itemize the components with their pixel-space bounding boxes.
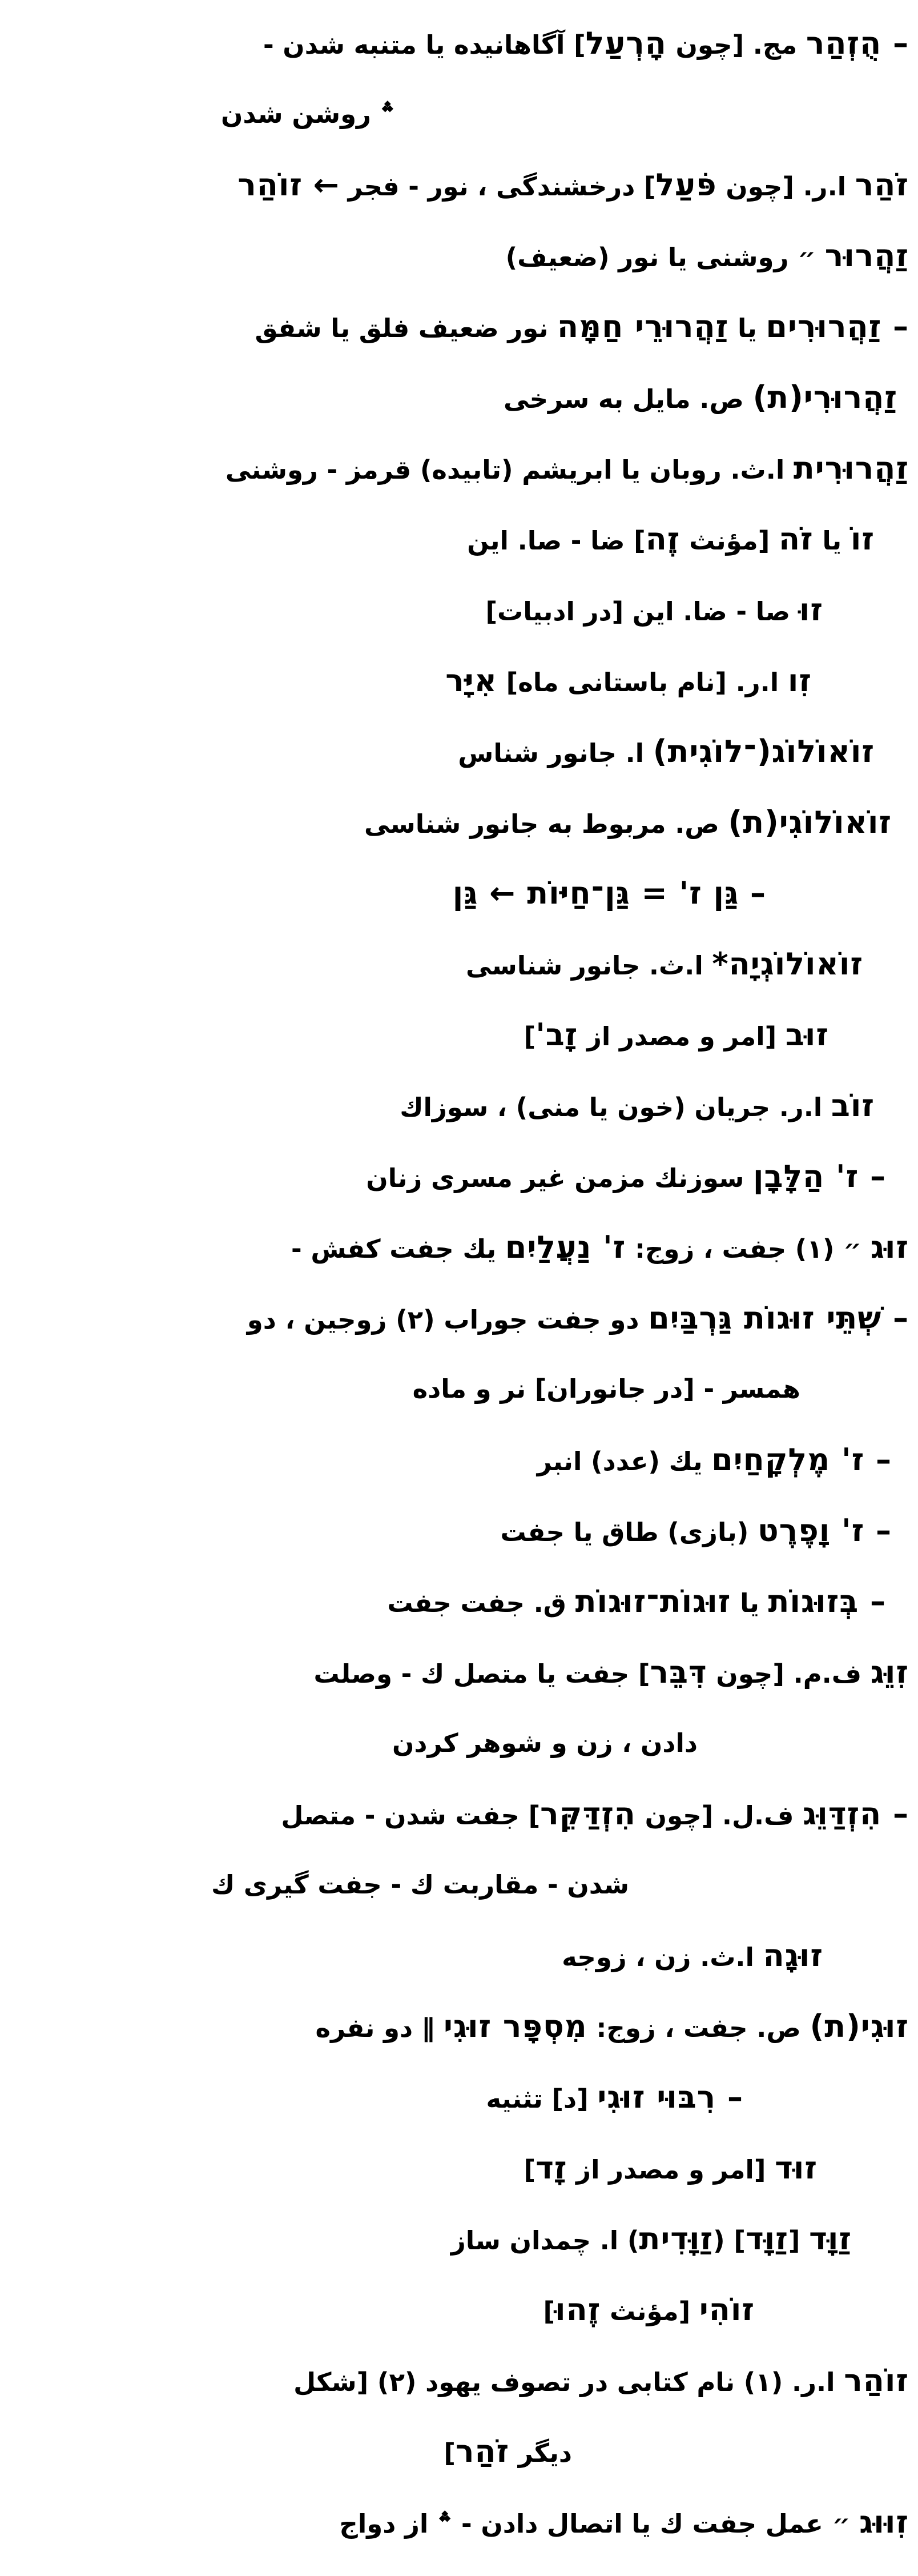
hebrew-text: זוּב [785,1017,829,1053]
persian-text: ف.ل. [چون [635,1800,803,1831]
dictionary-line [0,8,918,79]
persian-text: ا. جانور شناس [458,738,653,768]
dictionary-line [0,1425,918,1495]
hebrew-text: זָב' [536,1017,578,1053]
dictionary-line [0,929,918,1000]
hebrew-text: פֹּעַל [655,167,717,203]
hebrew-text: אִיָּר [445,663,497,699]
hebrew-text: זוֹב [831,1088,875,1124]
hebrew-text: זַהֲרוּרִית [793,450,909,486]
persian-text: مج. [چون [666,30,806,60]
persian-text: ] ضا - صا. این [467,525,646,556]
persian-text: ∥ دو نفره [315,2013,444,2043]
persian-text: ؞ روشن شدن [221,99,395,129]
hebrew-text: – הִזְדַּוֵּג [803,1796,909,1832]
persian-text: ] [524,1021,536,1052]
hebrew-text: זַוָּדִית [639,2221,714,2257]
hebrew-text: – רִבּוּי זוּגִי [597,2079,743,2115]
dictionary-line [0,2345,918,2416]
dictionary-line [0,2487,918,2558]
dictionary-line [0,787,918,858]
dictionary-line [0,1920,918,1991]
persian-text: همسر - [در جانوران] نر و ماده [412,1374,800,1404]
persian-text: [امر و مصدر از [567,2154,775,2185]
persian-text: ״ عمل جفت ك یا اتصال دادن - ؞ از دواج [339,2509,860,2539]
hebrew-text: זוּגָה [763,1937,823,1973]
dictionary-line [0,858,918,929]
persian-text: [مؤنث [601,2296,699,2326]
persian-text: ״ روشنی یا نور (ضعیف) [505,242,825,272]
hebrew-text: – הֻזְהַר [806,25,909,61]
persian-text: شدن - مقاربت ك - جفت گیری ك [211,1869,629,1900]
hebrew-text: זִוּוּג [859,2504,909,2540]
dictionary-line [0,1566,918,1637]
dictionary-line [0,1991,918,2062]
dictionary-line [0,1637,918,1708]
hebrew-text: זַוָּד [809,2221,852,2257]
persian-text: ا.ر. [نام باستانی ماه] [497,667,788,697]
hebrew-text: זֶה [645,521,681,557]
hebrew-text: – זַהֲרוּרִים [766,308,909,344]
hebrew-text: – בְּזוּגוֹת [768,1583,886,1619]
persian-text: ص. جفت ، زوج: [587,2013,810,2043]
hebrew-text: זַהֲרוּרִי(ת) [752,379,897,415]
dictionary-line [0,1708,918,1779]
persian-text: ] آگاهانیده یا متنبه شدن - [263,30,586,60]
persian-text: ا.ث. جانور شناسی [465,950,712,981]
dictionary-line [0,504,918,575]
hebrew-text: זֹהַר [855,167,909,203]
persian-text: دادن ، زن و شوهر كردن [392,1728,698,1758]
dictionary-line [0,2133,918,2204]
persian-text: ] جفت یا متصل ك - وصلت [313,1659,650,1689]
hebrew-text: זַהֲרוּר [824,238,909,274]
dictionary-line [0,2274,918,2345]
hebrew-text: זוּג [870,1229,909,1265]
persian-text: یا [731,1588,768,1618]
dictionary-line [0,1354,918,1425]
persian-text: [امر و مصدر از [578,1021,786,1052]
dictionary-line [0,150,918,220]
dictionary-line [0,1000,918,1070]
persian-text: ] [543,2296,555,2326]
persian-text: ص. مایل به سرخی [504,384,753,414]
hebrew-text: זִוֵּג [870,1654,909,1690]
dictionary-line [0,716,918,787]
persian-text: ص. مربوط به جانور شناسی [364,809,728,839]
hebrew-text: – ז' וָפֶרֶט [758,1512,892,1548]
hebrew-text: זוֹאוֹלוֹגִי(ת) [728,804,892,840]
persian-text: صا - ضا. این [در ادبیات] [485,596,799,627]
persian-text: یا [813,525,851,556]
dictionary-line [0,291,918,362]
persian-text: سوزنك مزمن غیر مسری زنان [366,1163,753,1193]
hebrew-text: זוֹהַר [844,2362,909,2398]
dictionary-line [0,220,918,291]
dictionary-line [0,645,918,716]
persian-text: دو جفت جوراب (۲) زوجین ، دو [247,1305,649,1335]
hebrew-text: זוֹ [850,521,875,557]
dictionary-line [0,1849,918,1920]
persian-text: یا [728,313,766,343]
hebrew-text: דִּבֵּר [650,1654,707,1690]
dictionary-line [0,2204,918,2274]
hebrew-text: זַהֲרוּרֵי חַמָּה [557,308,729,344]
hebrew-text: – גַּן ז' = גַּן־חַיּוֹת ← גַּן [452,875,766,911]
hebrew-text: זָד [536,2150,567,2186]
persian-text: ] درخشندگی ، نور - فجر [339,171,656,202]
hebrew-text: זִו [787,663,812,699]
persian-text: دیگر [509,2438,572,2468]
dictionary-line [0,1070,918,1141]
hebrew-text: הָרְעַל [585,25,667,61]
dictionary-line [0,1141,918,1212]
hebrew-text: זוֹאוֹלוֹגְיָה* [712,946,863,982]
hebrew-text: זוּגִי(ת) [810,2008,909,2044]
hebrew-text: זֹהַר [455,2433,510,2469]
hebrew-text: זֹה [778,521,814,557]
persian-text: ] جفت شدن - متصل [281,1800,541,1831]
hebrew-text: זוֹאוֹלוֹג(־לוֹגִית) [653,733,875,769]
dictionary-line [0,1779,918,1849]
persian-text: ) ا. چمدان ساز [450,2225,639,2256]
hebrew-text: הִזְדַּקֵּר [540,1796,636,1832]
dictionary-line [0,575,918,645]
persian-text: ] [444,2438,456,2468]
hebrew-text: זוֹהִי [699,2292,755,2328]
hebrew-text: זוּגוֹת־זוּגוֹת [575,1583,731,1619]
persian-text: (بازی) طاق یا جفت [500,1517,758,1547]
persian-text: ] ( [713,2225,746,2256]
hebrew-text: – ז' מֶלְקָחַיִם [711,1442,892,1478]
dictionary-line [0,1495,918,1566]
dictionary-line [0,1212,918,1283]
persian-text: ״ (۱) جفت ، زوج: [626,1234,871,1264]
hebrew-text: זוּ [799,592,823,628]
hebrew-text: ז' נַעֲלַיִם [505,1229,626,1265]
persian-text: ا.ث. روبان یا ابریشم (تابیده) قرمز - روشنی [225,455,794,485]
dictionary-line [0,1283,918,1354]
hebrew-text: זֶהוּ [555,2292,601,2328]
dictionary-line [0,362,918,433]
persian-text: ا.ر. [چون [716,171,855,202]
hebrew-text: – שְׁתֵּי זוּגוֹת גַּרְבַּיִם [648,1300,909,1336]
hebrew-text: ← זוֹהַר [237,167,340,203]
persian-text: یك (عدد) انبر [537,1446,712,1476]
persian-text: ا.ر. جریان (خون یا منی) ، سوزاك [400,1092,831,1122]
dictionary-line [0,2416,918,2487]
persian-text: [مؤنث [680,525,779,556]
persian-text: ا.ث. زن ، زوجه [562,1942,763,1972]
persian-text: ] [524,2154,536,2185]
dictionary-line [0,433,918,504]
hebrew-text: – ז' הַלָּבָן [753,1158,886,1194]
persian-text: یك جفت كفش - [291,1234,505,1264]
persian-text: ا.ر. (۱) نام كتابی در تصوف یهود (۲) [شكل [293,2367,844,2397]
persian-text: [ [788,2225,810,2256]
persian-text: ق. جفت جفت [387,1588,575,1618]
persian-text: [د] تثنیه [486,2084,598,2114]
persian-text: نور ضعیف فلق یا شفق [255,313,558,343]
hebrew-text: מִסְפָּר זוּגִי [443,2008,587,2044]
hebrew-text: זַוָּד [745,2221,788,2257]
dictionary-line [0,2062,918,2133]
hebrew-text: זוּד [775,2150,818,2186]
persian-text: ف.م. [چون [707,1659,871,1689]
dictionary-line [0,79,918,150]
